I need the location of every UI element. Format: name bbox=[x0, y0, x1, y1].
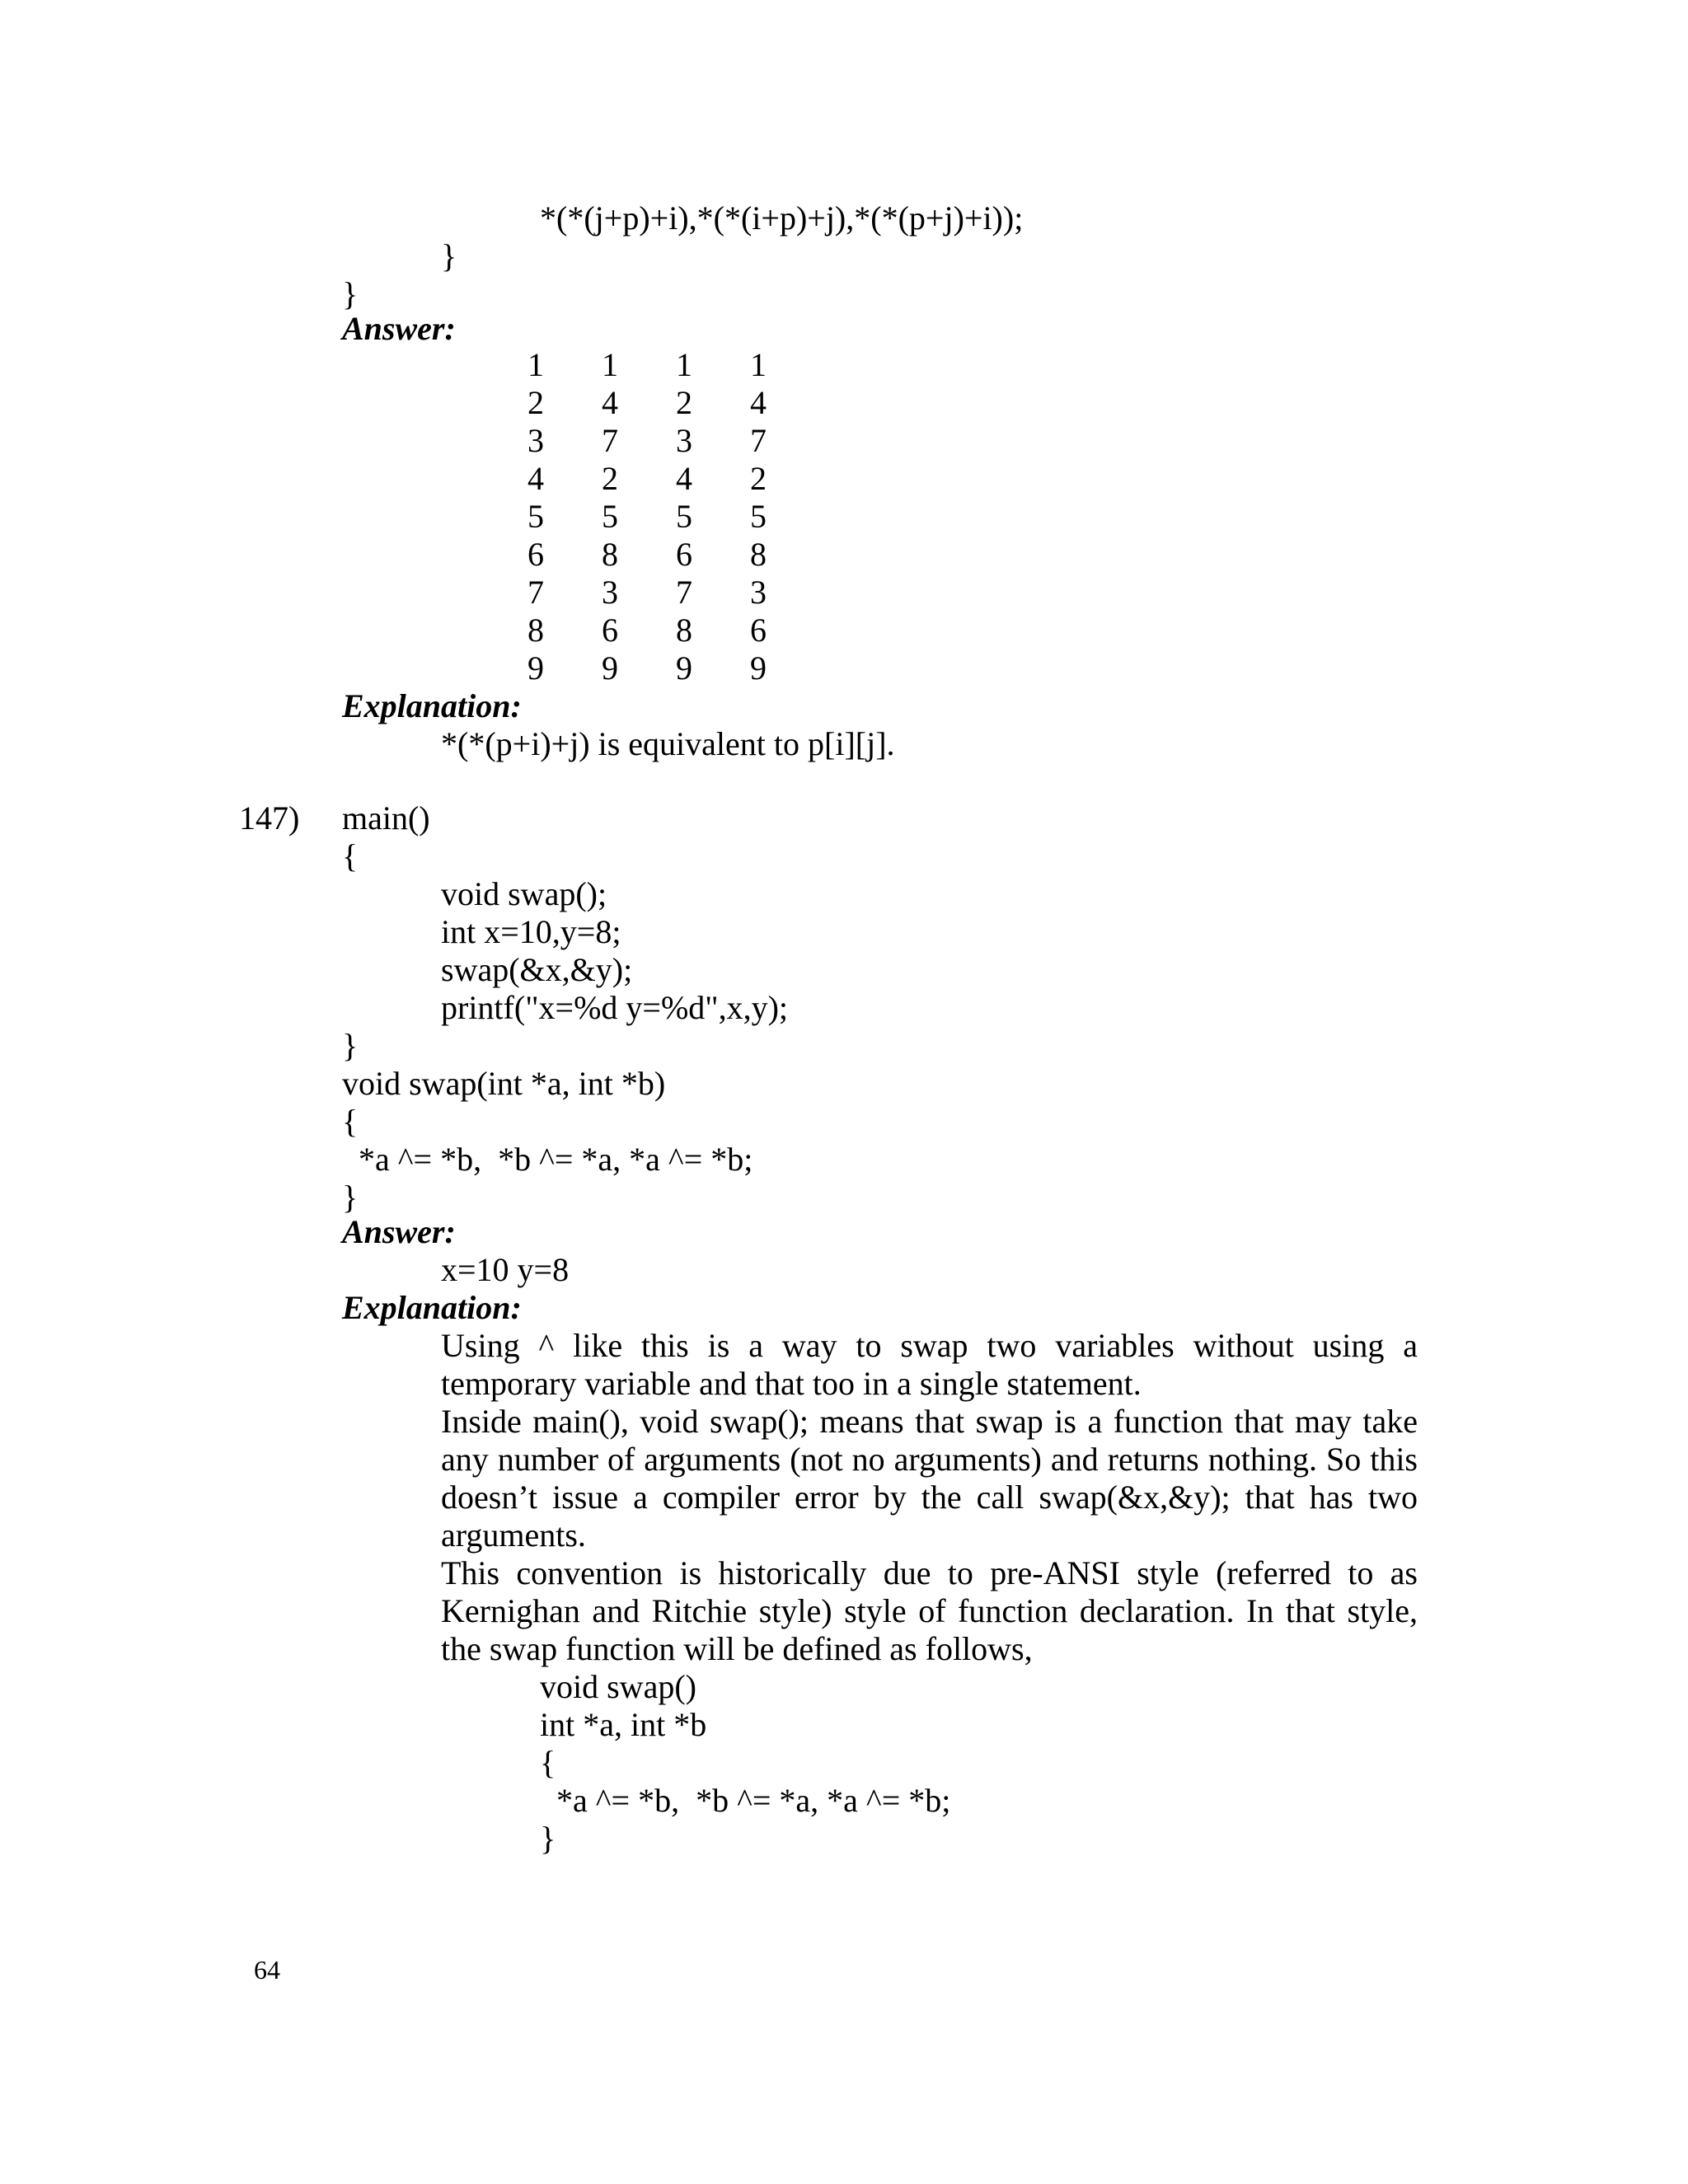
code-line: void swap(); bbox=[441, 875, 607, 912]
grid-cell: 2 bbox=[528, 384, 544, 421]
code-line: } bbox=[342, 275, 359, 312]
code-line: main() bbox=[342, 799, 430, 837]
grid-cell: 5 bbox=[750, 498, 767, 535]
explanation-text: *(*(p+i)+j) is equivalent to p[i][j]. bbox=[441, 725, 895, 762]
grid-cell: 8 bbox=[750, 536, 767, 573]
grid-cell: 7 bbox=[750, 422, 767, 459]
grid-cell: 6 bbox=[750, 612, 767, 649]
explanation-paragraph: Inside main(), void swap(); means that swap is a function that may take any number of arguments (not no arguments) and returns nothing. So this doesn’t issue a compiler error by the call swap(&x,&y); that has two arguments. bbox=[441, 1403, 1418, 1554]
code-line: *a ^= *b, *b ^= *a, *a ^= *b; bbox=[342, 1141, 753, 1178]
grid-cell: 2 bbox=[750, 460, 767, 497]
grid-cell: 9 bbox=[676, 649, 692, 687]
grid-cell: 8 bbox=[676, 612, 692, 649]
code-line: } bbox=[342, 1027, 359, 1064]
grid-cell: 6 bbox=[602, 612, 618, 649]
grid-cell: 6 bbox=[676, 536, 692, 573]
grid-cell: 7 bbox=[528, 574, 544, 611]
code-line: *(*(j+p)+i),*(*(i+p)+j),*(*(p+j)+i)); bbox=[540, 199, 1024, 237]
grid-cell: 1 bbox=[602, 346, 618, 383]
question-number: 147) bbox=[239, 799, 300, 837]
answer-text: x=10 y=8 bbox=[441, 1251, 570, 1288]
grid-cell: 2 bbox=[602, 460, 618, 497]
grid-cell: 2 bbox=[676, 384, 692, 421]
explanation-paragraph: This convention is historically due to pre-ANSI style (referred to as Kernighan and Ritchie style) style of function declaration. In that style, the swap function will be defined as follows, bbox=[441, 1554, 1418, 1667]
grid-cell: 8 bbox=[528, 612, 544, 649]
grid-cell: 9 bbox=[528, 649, 544, 687]
answer-output-grid bbox=[528, 346, 824, 687]
answer-heading: Answer: bbox=[342, 1213, 456, 1250]
code-line: { bbox=[342, 837, 359, 874]
answer-heading: Answer: bbox=[342, 310, 456, 347]
code-line: } bbox=[540, 1820, 556, 1857]
grid-cell: 5 bbox=[528, 498, 544, 535]
code-line: printf("x=%d y=%d",x,y); bbox=[441, 989, 789, 1026]
grid-cell: 1 bbox=[750, 346, 767, 383]
grid-cell: 7 bbox=[676, 574, 692, 611]
grid-cell: 4 bbox=[528, 460, 544, 497]
grid-cell: 9 bbox=[602, 649, 618, 687]
code-line: void swap(int *a, int *b) bbox=[342, 1065, 666, 1102]
grid-cell: 5 bbox=[676, 498, 692, 535]
explanation-heading: Explanation: bbox=[342, 687, 522, 724]
explanation-paragraph: Using ^ like this is a way to swap two variables without using a temporary variable and that too in a single statement. bbox=[441, 1327, 1418, 1402]
grid-cell: 7 bbox=[602, 422, 618, 459]
code-line: } bbox=[441, 237, 457, 274]
code-line: { bbox=[342, 1103, 359, 1140]
code-line: void swap() bbox=[540, 1668, 696, 1705]
grid-cell: 6 bbox=[528, 536, 544, 573]
code-line: { bbox=[540, 1744, 556, 1781]
grid-cell: 1 bbox=[676, 346, 692, 383]
grid-cell: 4 bbox=[750, 384, 767, 421]
code-line: swap(&x,&y); bbox=[441, 951, 633, 988]
code-line: } bbox=[342, 1179, 359, 1216]
grid-cell: 9 bbox=[750, 649, 767, 687]
code-line: *a ^= *b, *b ^= *a, *a ^= *b; bbox=[540, 1782, 951, 1819]
grid-cell: 5 bbox=[602, 498, 618, 535]
grid-cell: 3 bbox=[676, 422, 692, 459]
grid-cell: 8 bbox=[602, 536, 618, 573]
grid-cell: 1 bbox=[528, 346, 544, 383]
grid-cell: 3 bbox=[602, 574, 618, 611]
grid-cell: 4 bbox=[676, 460, 692, 497]
page-number: 64 bbox=[254, 1955, 280, 1985]
grid-cell: 3 bbox=[750, 574, 767, 611]
grid-cell: 3 bbox=[528, 422, 544, 459]
explanation-heading: Explanation: bbox=[342, 1289, 522, 1326]
grid-cell: 4 bbox=[602, 384, 618, 421]
code-line: int x=10,y=8; bbox=[441, 913, 621, 950]
code-line: int *a, int *b bbox=[540, 1706, 707, 1743]
